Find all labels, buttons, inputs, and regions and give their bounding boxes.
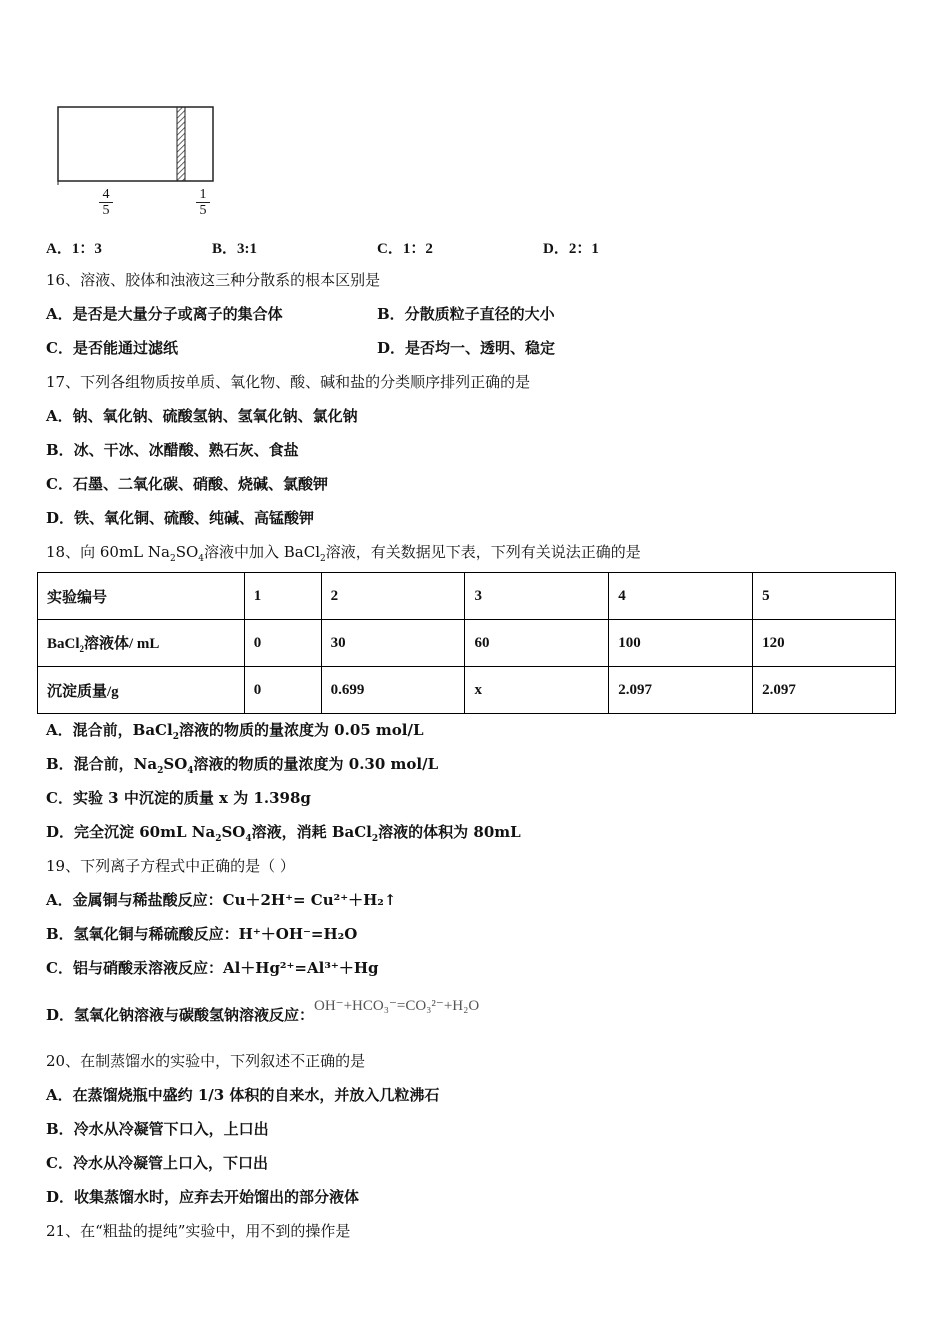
q17-option-a[interactable]: A．钠、氧化钠、硫酸氢钠、氢氧化钠、氯化钠 bbox=[46, 407, 358, 425]
tube-figure bbox=[55, 104, 245, 224]
q16-option-a[interactable]: A．是否是大量分子或离子的集合体 bbox=[46, 305, 283, 323]
tube-diagram bbox=[55, 104, 245, 224]
q15-option-c[interactable]: C．1：2 bbox=[377, 241, 433, 257]
table-cell: 2 bbox=[321, 573, 465, 620]
q16-option-d[interactable]: D．是否均一、透明、稳定 bbox=[377, 339, 556, 357]
fraction-right: 1 5 bbox=[196, 187, 210, 218]
table-cell: 5 bbox=[753, 573, 896, 620]
q17-option-b[interactable]: B．冰、干冰、冰醋酸、熟石灰、食盐 bbox=[46, 441, 299, 459]
q20-option-a[interactable]: A．在蒸馏烧瓶中盛约 1/3 体积的自来水，并放入几粒沸石 bbox=[46, 1086, 440, 1104]
table-cell: 60 bbox=[465, 620, 609, 667]
q17-option-d[interactable]: D．铁、氧化铜、硫酸、纯碱、高锰酸钾 bbox=[46, 509, 315, 527]
table-cell: x bbox=[465, 667, 609, 714]
table-cell: 实验编号 bbox=[38, 573, 245, 620]
experiment-table bbox=[37, 572, 896, 714]
q19-option-c[interactable]: C．铝与硝酸汞溶液反应：Al＋Hg²⁺=Al³⁺＋Hg bbox=[46, 959, 379, 977]
table-row bbox=[38, 620, 896, 667]
table-cell: 0 bbox=[244, 667, 321, 714]
piston bbox=[177, 107, 185, 181]
table-cell: 3 bbox=[465, 573, 609, 620]
table-cell: 1 bbox=[244, 573, 321, 620]
table-cell: 沉淀质量/g bbox=[38, 667, 245, 714]
table-cell: 30 bbox=[321, 620, 465, 667]
q18-option-d[interactable]: D．完全沉淀 60mL $Na_2SO_4$溶液，消耗 BaCl$_2$溶液的体积为 80mL bbox=[46, 823, 521, 844]
table-cell: 2.097 bbox=[609, 667, 753, 714]
fraction-left: 4 5 bbox=[99, 187, 113, 218]
tube-outline bbox=[58, 107, 213, 181]
q19-stem: 19、下列离子方程式中正确的是（ ） bbox=[46, 857, 295, 875]
q17-stem: 17、下列各组物质按单质、氧化物、酸、碱和盐的分类顺序排列正确的是 bbox=[46, 373, 531, 391]
q18-option-b[interactable]: B．混合前，$Na_2SO_4$溶液的物质的量浓度为 0.30 mol/L bbox=[46, 755, 439, 776]
q15-option-b[interactable]: B．3:1 bbox=[212, 241, 258, 257]
q16-stem: 16、溶液、胶体和浊液这三种分散系的根本区别是 bbox=[46, 271, 381, 289]
q18-option-c[interactable]: C．实验 3 中沉淀的质量 x 为 1.398g bbox=[46, 789, 311, 807]
q16-option-b[interactable]: B．分散质粒子直径的大小 bbox=[377, 305, 555, 323]
q19-option-a[interactable]: A．金属铜与稀盐酸反应：Cu＋2H⁺= Cu²⁺＋H₂↑ bbox=[46, 891, 397, 909]
q15-option-a[interactable]: A．1：3 bbox=[46, 241, 102, 257]
table-cell: 2.097 bbox=[753, 667, 896, 714]
q15-option-d[interactable]: D．2：1 bbox=[543, 241, 599, 257]
table-cell: 100 bbox=[609, 620, 753, 667]
table-cell: 0.699 bbox=[321, 667, 465, 714]
q17-option-c[interactable]: C．石墨、二氧化碳、硝酸、烧碱、氯酸钾 bbox=[46, 475, 328, 493]
table-cell: BaCl$_2$溶液体/ mL bbox=[38, 620, 245, 667]
q20-option-d[interactable]: D．收集蒸馏水时，应弃去开始馏出的部分液体 bbox=[46, 1188, 360, 1206]
q21-stem: 21、在“粗盐的提纯”实验中，用不到的操作是 bbox=[46, 1222, 351, 1240]
table-cell: 120 bbox=[753, 620, 896, 667]
formula-image: OH⁻+HCO₃⁻=CO₃²⁻+H₂O bbox=[314, 998, 480, 1014]
q18-stem: 18、向 60mL $Na_2SO_4$溶液中加入 BaCl$_2$溶液，有关数据见下表，下列有关说法正确的是 bbox=[46, 543, 641, 564]
q19-option-b[interactable]: B．氢氧化铜与稀硫酸反应：H⁺＋OH⁻=H₂O bbox=[46, 925, 358, 943]
q16-option-c[interactable]: C．是否能通过滤纸 bbox=[46, 339, 178, 357]
q20-option-c[interactable]: C．冷水从冷凝管上口入，下口出 bbox=[46, 1154, 268, 1172]
q20-stem: 20、在制蒸馏水的实验中，下列叙述不正确的是 bbox=[46, 1052, 366, 1070]
table-row bbox=[38, 573, 896, 620]
table-cell: 4 bbox=[609, 573, 753, 620]
table-cell: 0 bbox=[244, 620, 321, 667]
table-row bbox=[38, 667, 896, 714]
q18-option-a[interactable]: A．混合前，BaCl$_2$溶液的物质的量浓度为 0.05 mol/L bbox=[46, 721, 424, 742]
q19-option-d[interactable]: D．氢氧化钠溶液与碳酸氢钠溶液反应：OH⁻+HCO₃⁻=CO₃²⁻+H₂O bbox=[46, 998, 480, 1024]
q20-option-b[interactable]: B．冷水从冷凝管下口入，上口出 bbox=[46, 1120, 269, 1138]
